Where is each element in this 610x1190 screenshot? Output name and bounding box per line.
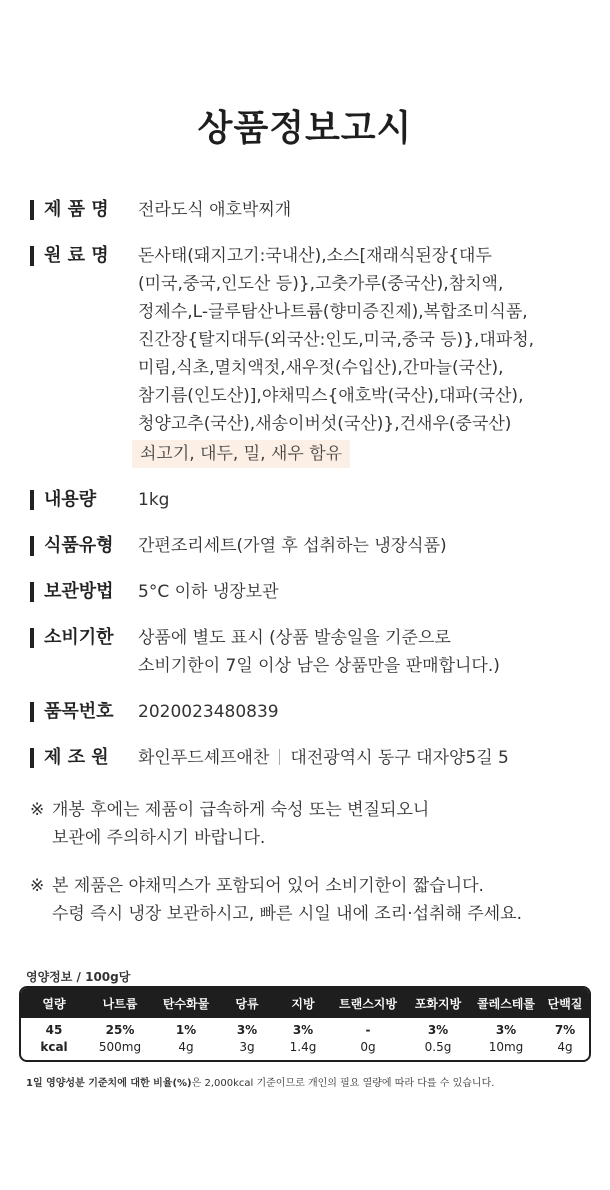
ingredient-line: 참기름(인도산)],야채믹스{애호박(국산),대파(국산),	[138, 386, 524, 406]
nutrition-header: 포화지방	[414, 996, 462, 1011]
nutrition-header: 당류	[235, 996, 259, 1011]
manufacturer-name: 화인푸드셰프애찬	[138, 748, 270, 768]
nutrition-header: 열량	[42, 996, 66, 1011]
divider	[279, 749, 280, 765]
nutrition-value-row	[21, 1018, 589, 1056]
nutrition-cell: 3% 1.4g	[289, 1023, 317, 1054]
value-storage: 5°C 이하 냉장보관	[138, 582, 279, 602]
notice-line: 개봉 후에는 제품이 급속하게 숙성 또는 변질되오니	[52, 800, 430, 820]
value-ingredients	[138, 242, 534, 468]
expiry-line: 상품에 별도 표시 (상품 발송일을 기준으로	[138, 628, 451, 648]
product-info	[30, 196, 590, 790]
label-bar	[30, 200, 34, 220]
ingredient-line: 미림,식초,멸치액젓,새우젓(수입산),간마늘(국산),	[138, 358, 504, 378]
nutrition-cell: 3% 10mg	[488, 1023, 524, 1054]
notice-item	[30, 796, 590, 852]
ingredient-line: 돈사태(돼지고기:국내산),소스[재래식된장{대두	[138, 246, 492, 266]
allergen-highlight: 쇠고기, 대두, 밀, 새우 함유	[132, 440, 350, 468]
page-title: 상품정보고시	[197, 108, 413, 149]
reference-mark-icon: ※	[30, 876, 45, 896]
reference-mark-icon: ※	[30, 800, 45, 820]
value-food-type: 간편조리세트(가열 후 섭취하는 냉장식품)	[138, 536, 447, 556]
label-ingredients: 원 료 명	[44, 245, 109, 266]
nutrition-cell: 3% 0.5g	[424, 1023, 452, 1054]
value-item-number: 2020023480839	[138, 702, 279, 722]
ingredient-line: 진간장{탈지대두(외국산:인도,미국,중국 등)},대파청,	[138, 330, 535, 350]
label-bar	[30, 628, 34, 648]
label-item-number: 품목번호	[44, 701, 114, 722]
row-ingredients	[30, 242, 590, 468]
label-bar	[30, 536, 34, 556]
notice-line: 본 제품은 야채믹스가 포함되어 있어 소비기한이 짧습니다.	[52, 876, 484, 896]
nutrition-header: 나트륨	[102, 996, 138, 1011]
label-bar	[30, 490, 34, 510]
nutrition-cell: 25% 500mg	[98, 1023, 142, 1054]
value-amount: 1kg	[138, 490, 170, 510]
value-expiry	[138, 624, 500, 680]
notice-line: 수령 즉시 냉장 보관하시고, 빠른 시일 내에 조리·섭취해 주세요.	[52, 904, 522, 924]
ingredient-line: 청양고추(국산),새송이버섯(국산)},건새우(중국산)	[138, 414, 512, 434]
notice-line: 보관에 주의하시기 바랍니다.	[52, 828, 266, 848]
notice-section	[30, 796, 590, 948]
value-product-name: 전라도식 애호박찌개	[138, 200, 292, 220]
row-storage	[30, 578, 590, 606]
label-bar	[30, 246, 34, 266]
nutrition-header: 콜레스테롤	[477, 996, 535, 1011]
label-product-name: 제 품 명	[44, 199, 109, 220]
row-product-name	[30, 196, 590, 224]
nutrition-header: 단백질	[547, 996, 583, 1011]
row-amount	[30, 486, 590, 514]
ingredient-line: (미국,중국,인도산 등)},고춧가루(중국산),참치액,	[138, 274, 504, 294]
nutrition-cell: 1% 4g	[175, 1023, 197, 1054]
label-bar	[30, 582, 34, 602]
label-bar	[30, 702, 34, 722]
label-storage: 보관방법	[44, 581, 114, 602]
label-amount: 내용량	[44, 489, 97, 510]
footnote-rest: 은 2,000kcal 기준이므로 개인의 필요 열량에 따라 다를 수 있습니다.	[191, 1078, 495, 1089]
nutrition-cell: 3% 3g	[236, 1023, 258, 1054]
ingredient-line: 정제수,L-글루탐산나트륨(향미증진제),복합조미식품,	[138, 302, 528, 322]
notice-item	[30, 872, 590, 928]
footnote-bold: 1일 영양성분 기준치에 대한 비율(%)	[26, 1078, 192, 1089]
nutrition-cell: - 0g	[360, 1023, 376, 1054]
nutrition-header: 지방	[291, 996, 315, 1011]
nutrition-header-row	[21, 988, 589, 1018]
nutrition-title: 영양정보 / 100g당	[26, 970, 131, 984]
manufacturer-address: 대전광역시 동구 대자양5길 5	[290, 748, 509, 768]
nutrition-cell: 7% 4g	[554, 1023, 576, 1054]
row-manufacturer	[30, 744, 590, 772]
label-bar	[30, 748, 34, 768]
expiry-line: 소비기한이 7일 이상 남은 상품만을 판매합니다.)	[138, 656, 500, 676]
nutrition-header: 탄수화물	[162, 996, 210, 1011]
row-food-type	[30, 532, 590, 560]
label-expiry: 소비기한	[44, 627, 114, 648]
nutrition-cell: 45 kcal	[40, 1023, 68, 1054]
nutrition-header: 트랜스지방	[339, 996, 397, 1011]
row-expiry	[30, 624, 590, 680]
nutrition-table	[19, 986, 591, 1062]
row-item-number	[30, 698, 590, 726]
nutrition-footnote	[26, 1074, 494, 1089]
label-food-type: 식품유형	[44, 535, 114, 556]
label-manufacturer: 제 조 원	[44, 747, 109, 768]
